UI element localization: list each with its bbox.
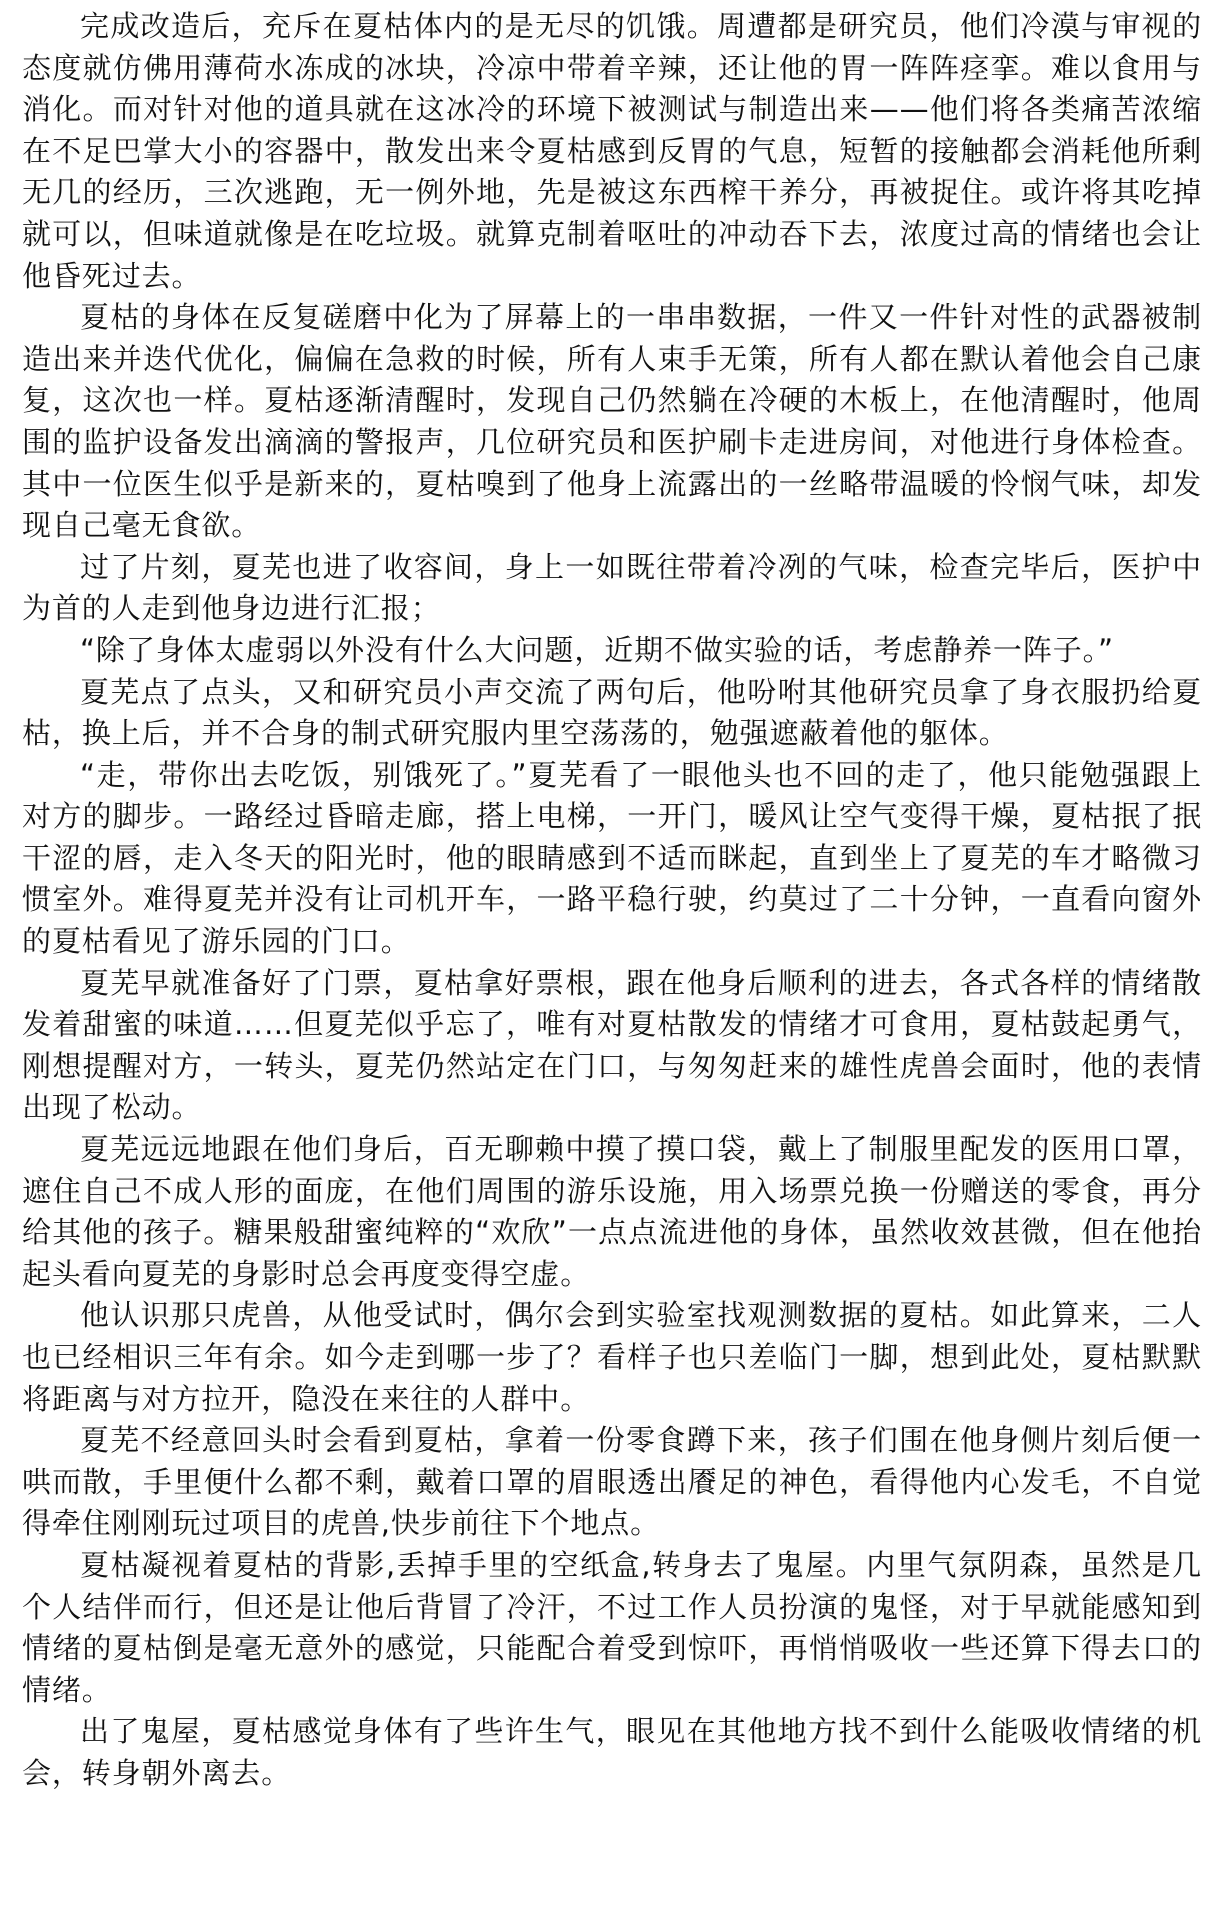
paragraph: 夏芜远远地跟在他们身后，百无聊赖中摸了摸口袋，戴上了制服里配发的医用口罩，遮住自己不成人形的面庞，在他们周围的游乐设施，用入场票兑换一份赠送的零食，再分给其他的孩子。糖果般甜蜜纯粹的“欢欣”一点点流进他的身体，虽然收效甚微，但在他抬起头看向夏芜的身影时总会再度变得空虚。 xyxy=(22,1132,1202,1291)
paragraph: 夏枯的身体在反复磋磨中化为了屏幕上的一串串数据，一件又一件针对性的武器被制造出来并迭代优化，偏偏在急救的时候，所有人束手无策，所有人都在默认着他会自己康复，这次也一样。夏枯逐渐清醒时，发现自己仍然躺在冷硬的木板上，在他清醒时，他周围的监护设备发出滴滴的警报声，几位研究员和医护刷卡走进房间，对他进行身体检查。其中一位医生似乎是新来的，夏枯嗅到了他身上流露出的一丝略带温暖的怜悯气味，却发现自己毫无食欲。 xyxy=(22,300,1202,543)
paragraph: 出了鬼屋，夏枯感觉身体有了些许生气，眼见在其他地方找不到什么能吸收情绪的机会，转身朝外离去。 xyxy=(22,1714,1202,1790)
paragraph: 他认识那只虎兽，从他受试时，偶尔会到实验室找观测数据的夏枯。如此算来，二人也已经相识三年有余。如今走到哪一步了？看样子也只差临门一脚，想到此处，夏枯默默将距离与对方拉开，隐没在来往的人群中。 xyxy=(22,1298,1202,1416)
paragraph: 夏枯凝视着夏枯的背影,丢掉手里的空纸盒,转身去了鬼屋。内里气氛阴森，虽然是几个人结伴而行，但还是让他后背冒了冷汗，不过工作人员扮演的鬼怪，对于早就能感知到情绪的夏枯倒是毫无意外的感觉，只能配合着受到惊吓，再悄悄吸收一些还算下得去口的情绪。 xyxy=(22,1547,1202,1707)
paragraph: 夏芜早就准备好了门票，夏枯拿好票根，跟在他身后顺利的进去，各式各样的情绪散发着甜蜜的味道……但夏芜似乎忘了，唯有对夏枯散发的情绪才可食用，夏枯鼓起勇气，刚想提醒对方，一转头，夏芜仍然站定在门口，与匆匆赶来的雄性虎兽会面时，他的表情出现了松动。 xyxy=(22,965,1202,1125)
dialogue-paragraph: “走，带你出去吃饭，别饿死了。”夏芜看了一眼他头也不回的走了，他只能勉强跟上对方的脚步。一路经过昏暗走廊，搭上电梯，一开门，暖风让空气变得干燥，夏枯抿了抿干涩的唇，走入冬天的阳光时，他的眼睛感到不适而眯起，直到坐上了夏芜的车才略微习惯室外。难得夏芜并没有让司机开车，一路平稳行驶，约莫过了二十分钟，一直看向窗外的夏枯看见了游乐园的门口。 xyxy=(22,757,1202,959)
paragraph: 过了片刻，夏芜也进了收容间，身上一如既往带着冷冽的气味，检查完毕后，医护中为首的人走到他身边进行汇报； xyxy=(22,549,1202,626)
paragraph: 夏芜点了点头，又和研究员小声交流了两句后，他吩咐其他研究员拿了身衣服扔给夏枯，换上后，并不合身的制式研究服内里空荡荡的，勉强遮蔽着他的躯体。 xyxy=(22,674,1202,751)
paragraph: 夏芜不经意回头时会看到夏枯，拿着一份零食蹲下来，孩子们围在他身侧片刻后便一哄而散，手里便什么都不剩，戴着口罩的眉眼透出餍足的神色，看得他内心发毛，不自觉得牵住刚刚玩过项目的虎兽,快步前往下个地点。 xyxy=(22,1423,1202,1541)
dialogue-paragraph: “除了身体太虚弱以外没有什么大问题，近期不做实验的话，考虑静养一阵子。” xyxy=(80,632,1114,667)
paragraph: 完成改造后，充斥在夏枯体内的是无尽的饥饿。周遭都是研究员，他们冷漠与审视的态度就仿佛用薄荷水冻成的冰块，冷凉中带着辛辣，还让他的胃一阵阵痉挛。难以食用与消化。而对针对他的道具就在这冰冷的环境下被测试与制造出来——他们将各类痛苦浓缩在不足巴掌大小的容器中，散发出来令夏枯感到反胃的气息，短暂的接触都会消耗他所剩无几的经历，三次逃跑，无一例外地，先是被这东西榨干养分，再被捉住。或许将其吃掉就可以，但味道就像是在吃垃圾。就算克制着呕吐的冲动吞下去，浓度过高的情绪也会让他昏死过去。 xyxy=(22,9,1202,293)
